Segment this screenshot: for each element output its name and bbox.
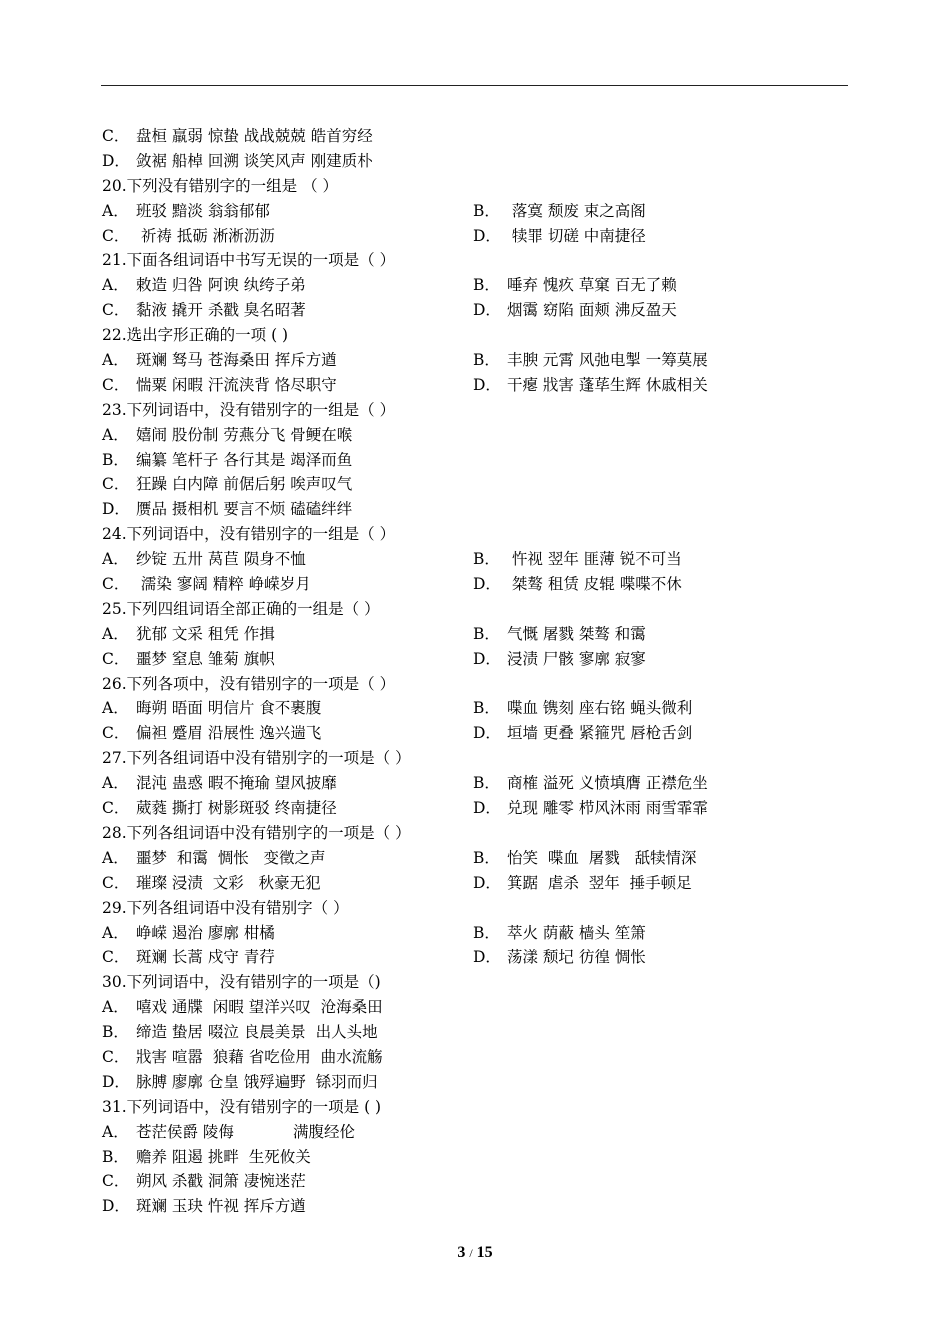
option-row bbox=[102, 945, 848, 970]
option-letter: C． bbox=[102, 873, 130, 892]
question-text: 31.下列词语中，没有错别字的一项是 ( ) bbox=[102, 1097, 382, 1116]
option-row bbox=[102, 696, 848, 721]
option-letter: D． bbox=[473, 873, 501, 892]
option-letter: C． bbox=[102, 475, 130, 494]
option-letter: D． bbox=[473, 948, 501, 967]
page-total: 15 bbox=[476, 1244, 493, 1261]
option-text: 祈祷 抵砺 淅淅沥沥 bbox=[136, 226, 275, 245]
option-letter: D． bbox=[102, 500, 130, 519]
question-stem bbox=[102, 597, 848, 622]
option-left bbox=[102, 945, 473, 970]
question-text: 24.下列词语中，没有错别字的一组是（ ） bbox=[102, 525, 396, 544]
option-left bbox=[102, 497, 473, 522]
option-row bbox=[102, 124, 848, 149]
option-left bbox=[102, 547, 473, 572]
option-right bbox=[473, 348, 708, 373]
option-row bbox=[102, 647, 848, 672]
option-letter: C． bbox=[102, 301, 130, 320]
option-letter: C． bbox=[102, 1047, 130, 1066]
question-stem bbox=[102, 174, 848, 199]
option-right bbox=[473, 273, 677, 298]
option-text: 缔造 蛰居 啜泣 良晨美景 出人头地 bbox=[136, 1023, 378, 1042]
option-text: 偏袒 蹙眉 沿展性 逸兴遄飞 bbox=[136, 724, 322, 743]
option-text: 桀骜 租赁 皮辊 喋喋不休 bbox=[507, 575, 682, 594]
question-text: 30.下列词语中，没有错别字的一项是（) bbox=[102, 973, 381, 992]
option-letter: C． bbox=[102, 948, 130, 967]
option-text: 盘桓 羸弱 惊蛰 战战兢兢 皓首穷经 bbox=[136, 127, 373, 145]
option-text: 敕造 归咎 阿谀 纨绔子弟 bbox=[136, 276, 306, 295]
option-left bbox=[102, 995, 473, 1020]
option-text: 晦朔 晤面 明信片 食不裹腹 bbox=[136, 699, 322, 718]
option-row bbox=[102, 921, 848, 946]
option-text: 垣墙 更叠 紧箍咒 唇枪舌剑 bbox=[507, 724, 693, 743]
option-left bbox=[102, 348, 473, 373]
option-left bbox=[102, 1020, 473, 1045]
question-stem bbox=[102, 821, 848, 846]
option-left bbox=[102, 448, 473, 473]
option-text: 烟霭 窈陷 面颊 沸反盈天 bbox=[507, 301, 677, 320]
question-stem bbox=[102, 248, 848, 273]
option-right bbox=[473, 771, 708, 796]
option-text: 噩梦 窒息 雏菊 旗帜 bbox=[136, 649, 275, 668]
option-row bbox=[102, 373, 848, 398]
option-left bbox=[102, 149, 473, 174]
option-letter: B． bbox=[473, 351, 500, 370]
question-stem bbox=[102, 896, 848, 921]
option-row bbox=[102, 1070, 848, 1095]
header-rule bbox=[101, 85, 848, 86]
page-separator: / bbox=[469, 1246, 473, 1260]
option-text: 峥嵘 遏治 廖廓 柑橘 bbox=[136, 923, 275, 942]
option-letter: A． bbox=[102, 425, 129, 444]
option-letter: D． bbox=[102, 151, 130, 170]
option-left bbox=[102, 472, 473, 497]
option-letter: D． bbox=[102, 1072, 130, 1091]
option-row bbox=[102, 995, 848, 1020]
option-text: 斑斓 玉玦 忤视 挥斥方遒 bbox=[136, 1197, 306, 1216]
option-row bbox=[102, 497, 848, 522]
option-text: 朔风 杀戳 洞箫 凄惋迷茫 bbox=[136, 1172, 306, 1191]
question-text: 28.下列各组词语中没有错别字的一项是（ ） bbox=[102, 823, 411, 842]
option-letter: A． bbox=[102, 1122, 129, 1141]
option-letter: C． bbox=[102, 724, 130, 743]
question-list bbox=[102, 124, 848, 1219]
option-left bbox=[102, 721, 473, 746]
option-text: 商榷 溢死 义愤填膺 正襟危坐 bbox=[507, 774, 708, 793]
option-left bbox=[102, 647, 473, 672]
question-stem bbox=[102, 746, 848, 771]
option-right bbox=[473, 622, 646, 647]
option-left bbox=[102, 696, 473, 721]
option-right bbox=[473, 199, 646, 224]
option-text: 气慨 屠戮 桀骜 和霭 bbox=[507, 624, 646, 643]
option-row bbox=[102, 199, 848, 224]
option-letter: B． bbox=[102, 1147, 129, 1166]
option-letter: D． bbox=[473, 799, 501, 818]
option-row bbox=[102, 1120, 848, 1145]
option-row bbox=[102, 149, 848, 174]
option-letter: A． bbox=[102, 998, 129, 1017]
question-stem bbox=[102, 398, 848, 423]
option-left bbox=[102, 871, 473, 896]
option-text: 忤视 翌年 匪薄 锐不可当 bbox=[507, 550, 682, 569]
option-left bbox=[102, 1070, 473, 1095]
option-left bbox=[102, 124, 473, 149]
option-letter: A． bbox=[102, 550, 129, 569]
option-right bbox=[473, 696, 692, 721]
option-letter: C． bbox=[102, 375, 130, 394]
question-text: 20.下列没有错别字的一组是 （ ） bbox=[102, 176, 339, 195]
option-row bbox=[102, 1194, 848, 1219]
option-left bbox=[102, 224, 473, 249]
option-text: 葳蕤 撕打 树影斑驳 终南捷径 bbox=[136, 799, 337, 818]
option-text: 丰腴 元霄 风弛电掣 一筹莫展 bbox=[507, 351, 708, 370]
option-row bbox=[102, 348, 848, 373]
option-text: 怡笑 喋血 屠戮 舐犊情深 bbox=[507, 848, 697, 867]
option-letter: D． bbox=[473, 226, 501, 245]
option-left bbox=[102, 1169, 473, 1194]
option-row bbox=[102, 771, 848, 796]
option-letter: A． bbox=[102, 351, 129, 370]
option-letter: D． bbox=[473, 575, 501, 594]
option-text: 赡养 阻遏 挑畔 生死攸关 bbox=[136, 1147, 311, 1166]
option-left bbox=[102, 572, 473, 597]
option-letter: B． bbox=[473, 276, 500, 295]
option-letter: B． bbox=[102, 1023, 129, 1042]
option-row bbox=[102, 796, 848, 821]
option-right bbox=[473, 871, 692, 896]
option-letter: C． bbox=[102, 1172, 130, 1191]
option-letter: A． bbox=[102, 923, 129, 942]
option-row bbox=[102, 273, 848, 298]
option-text: 荡漾 颓圮 彷徨 惆怅 bbox=[507, 948, 646, 967]
option-left bbox=[102, 298, 473, 323]
option-row bbox=[102, 1045, 848, 1070]
option-letter: C． bbox=[102, 799, 130, 818]
option-row bbox=[102, 622, 848, 647]
option-letter: B． bbox=[473, 201, 500, 220]
option-text: 斑斓 驽马 苍海桑田 挥斥方遒 bbox=[136, 351, 337, 370]
option-letter: D． bbox=[102, 1197, 130, 1216]
option-letter: B． bbox=[473, 624, 500, 643]
option-row bbox=[102, 1020, 848, 1045]
option-text: 敛裾 船棹 回溯 谈笑风声 刚建质朴 bbox=[136, 151, 373, 170]
option-row bbox=[102, 871, 848, 896]
option-right bbox=[473, 796, 708, 821]
option-right bbox=[473, 921, 646, 946]
option-right bbox=[473, 572, 682, 597]
option-text: 混沌 蛊惑 暇不掩瑜 望风披靡 bbox=[136, 774, 337, 793]
option-text: 纱锭 五卅 莴苣 陨身不恤 bbox=[136, 550, 306, 569]
option-left bbox=[102, 846, 473, 871]
option-text: 编纂 笔杆子 各行其是 竭泽而鱼 bbox=[136, 450, 353, 469]
option-text: 班驳 黯淡 翁翁郁郁 bbox=[136, 201, 270, 220]
option-text: 黏液 撬开 杀戳 臭名昭著 bbox=[136, 301, 306, 320]
option-letter: B． bbox=[473, 848, 500, 867]
question-stem bbox=[102, 323, 848, 348]
option-right bbox=[473, 846, 697, 871]
option-left bbox=[102, 1145, 473, 1170]
option-text: 噩梦 和霭 惆怅 变徵之声 bbox=[136, 848, 326, 867]
option-right bbox=[473, 373, 708, 398]
option-text: 犊罪 切磋 中南捷径 bbox=[507, 226, 646, 245]
option-text: 唾弃 愧疚 草窠 百无了赖 bbox=[507, 276, 677, 295]
option-letter: C． bbox=[102, 127, 130, 145]
option-row bbox=[102, 1169, 848, 1194]
question-text: 23.下列词语中，没有错别字的一组是（ ） bbox=[102, 400, 396, 419]
option-text: 惴粟 闲暇 汗流浃背 恪尽职守 bbox=[136, 375, 337, 394]
option-letter: A． bbox=[102, 774, 129, 793]
option-letter: B． bbox=[473, 550, 500, 569]
option-left bbox=[102, 622, 473, 647]
option-text: 落寞 颓废 束之高阁 bbox=[507, 201, 646, 220]
question-text: 29.下列各组词语中没有错别字（ ） bbox=[102, 898, 349, 917]
option-row bbox=[102, 224, 848, 249]
option-letter: D． bbox=[473, 301, 501, 320]
question-text: 27.下列各组词语中没有错别字的一项是（ ） bbox=[102, 749, 411, 768]
option-letter: A． bbox=[102, 699, 129, 718]
option-letter: D． bbox=[473, 375, 501, 394]
option-letter: C． bbox=[102, 575, 130, 594]
option-left bbox=[102, 373, 473, 398]
option-right bbox=[473, 224, 646, 249]
option-letter: A． bbox=[102, 276, 129, 295]
option-letter: D． bbox=[473, 724, 501, 743]
option-right bbox=[473, 298, 677, 323]
option-text: 兑现 雕零 栉风沐雨 雨雪霏霏 bbox=[507, 799, 708, 818]
option-text: 浸渍 尸骸 寥廓 寂寥 bbox=[507, 649, 646, 668]
question-text: 22.选出字形正确的一项 ( ) bbox=[102, 326, 289, 345]
option-left bbox=[102, 273, 473, 298]
option-letter: B． bbox=[102, 450, 129, 469]
option-left bbox=[102, 423, 473, 448]
option-text: 脉膊 廖廓 仓皇 饿殍遍野 铩羽而归 bbox=[136, 1072, 378, 1091]
option-right bbox=[473, 547, 682, 572]
question-stem bbox=[102, 1095, 848, 1120]
option-letter: B． bbox=[473, 699, 500, 718]
option-left bbox=[102, 1120, 473, 1145]
option-row bbox=[102, 423, 848, 448]
option-row bbox=[102, 846, 848, 871]
page-footer bbox=[0, 1244, 950, 1262]
question-stem bbox=[102, 672, 848, 697]
option-text: 狂躁 白内障 前倨后躬 唉声叹气 bbox=[136, 475, 353, 494]
option-row bbox=[102, 547, 848, 572]
option-row bbox=[102, 1145, 848, 1170]
option-text: 箕踞 虐杀 翌年 捶手顿足 bbox=[507, 873, 692, 892]
question-text: 26.下列各项中，没有错别字的一项是（ ） bbox=[102, 674, 396, 693]
option-left bbox=[102, 796, 473, 821]
option-left bbox=[102, 921, 473, 946]
option-letter: D． bbox=[473, 649, 501, 668]
option-text: 璀璨 浸渍 文彩 秋豪无犯 bbox=[136, 873, 321, 892]
option-row bbox=[102, 298, 848, 323]
option-right bbox=[473, 721, 692, 746]
option-left bbox=[102, 1194, 473, 1219]
option-left bbox=[102, 771, 473, 796]
option-letter: A． bbox=[102, 624, 129, 643]
option-text: 濡染 寥阔 精粹 峥嵘岁月 bbox=[136, 575, 311, 594]
option-text: 嬉闹 股份制 劳燕分飞 骨鲠在喉 bbox=[136, 425, 353, 444]
option-letter: B． bbox=[473, 923, 500, 942]
question-stem bbox=[102, 522, 848, 547]
option-text: 喋血 镌刻 座右铭 蝇头微利 bbox=[507, 699, 693, 718]
option-letter: C． bbox=[102, 226, 130, 245]
option-row bbox=[102, 448, 848, 473]
option-text: 萃火 荫蔽 樯头 笙箫 bbox=[507, 923, 646, 942]
option-letter: C． bbox=[102, 649, 130, 668]
option-text: 赝品 摄相机 要言不烦 磕磕绊绊 bbox=[136, 500, 353, 519]
option-letter: A． bbox=[102, 848, 129, 867]
option-text: 苍茫侯爵 陵侮 满腹经伦 bbox=[136, 1122, 356, 1141]
option-letter: A． bbox=[102, 201, 129, 220]
option-left bbox=[102, 199, 473, 224]
option-right bbox=[473, 647, 646, 672]
question-text: 25.下列四组词语全部正确的一组是（ ） bbox=[102, 599, 380, 618]
question-stem bbox=[102, 970, 848, 995]
question-text: 21.下面各组词语中书写无误的一项是（ ） bbox=[102, 251, 396, 270]
option-text: 犹郁 文采 租凭 作揖 bbox=[136, 624, 275, 643]
option-row bbox=[102, 572, 848, 597]
option-text: 戕害 喧嚣 狼藉 省吃俭用 曲水流觞 bbox=[136, 1047, 383, 1066]
option-row bbox=[102, 472, 848, 497]
option-text: 干瘪 戕害 蓬荜生辉 休戚相关 bbox=[507, 375, 708, 394]
option-text: 斑斓 长蒿 戍守 青荇 bbox=[136, 948, 275, 967]
option-right bbox=[473, 945, 646, 970]
page-number: 3 bbox=[457, 1244, 466, 1261]
option-letter: B． bbox=[473, 774, 500, 793]
option-row bbox=[102, 721, 848, 746]
option-left bbox=[102, 1045, 473, 1070]
option-text: 嘻戏 通牒 闲暇 望洋兴叹 沧海桑田 bbox=[136, 998, 383, 1017]
